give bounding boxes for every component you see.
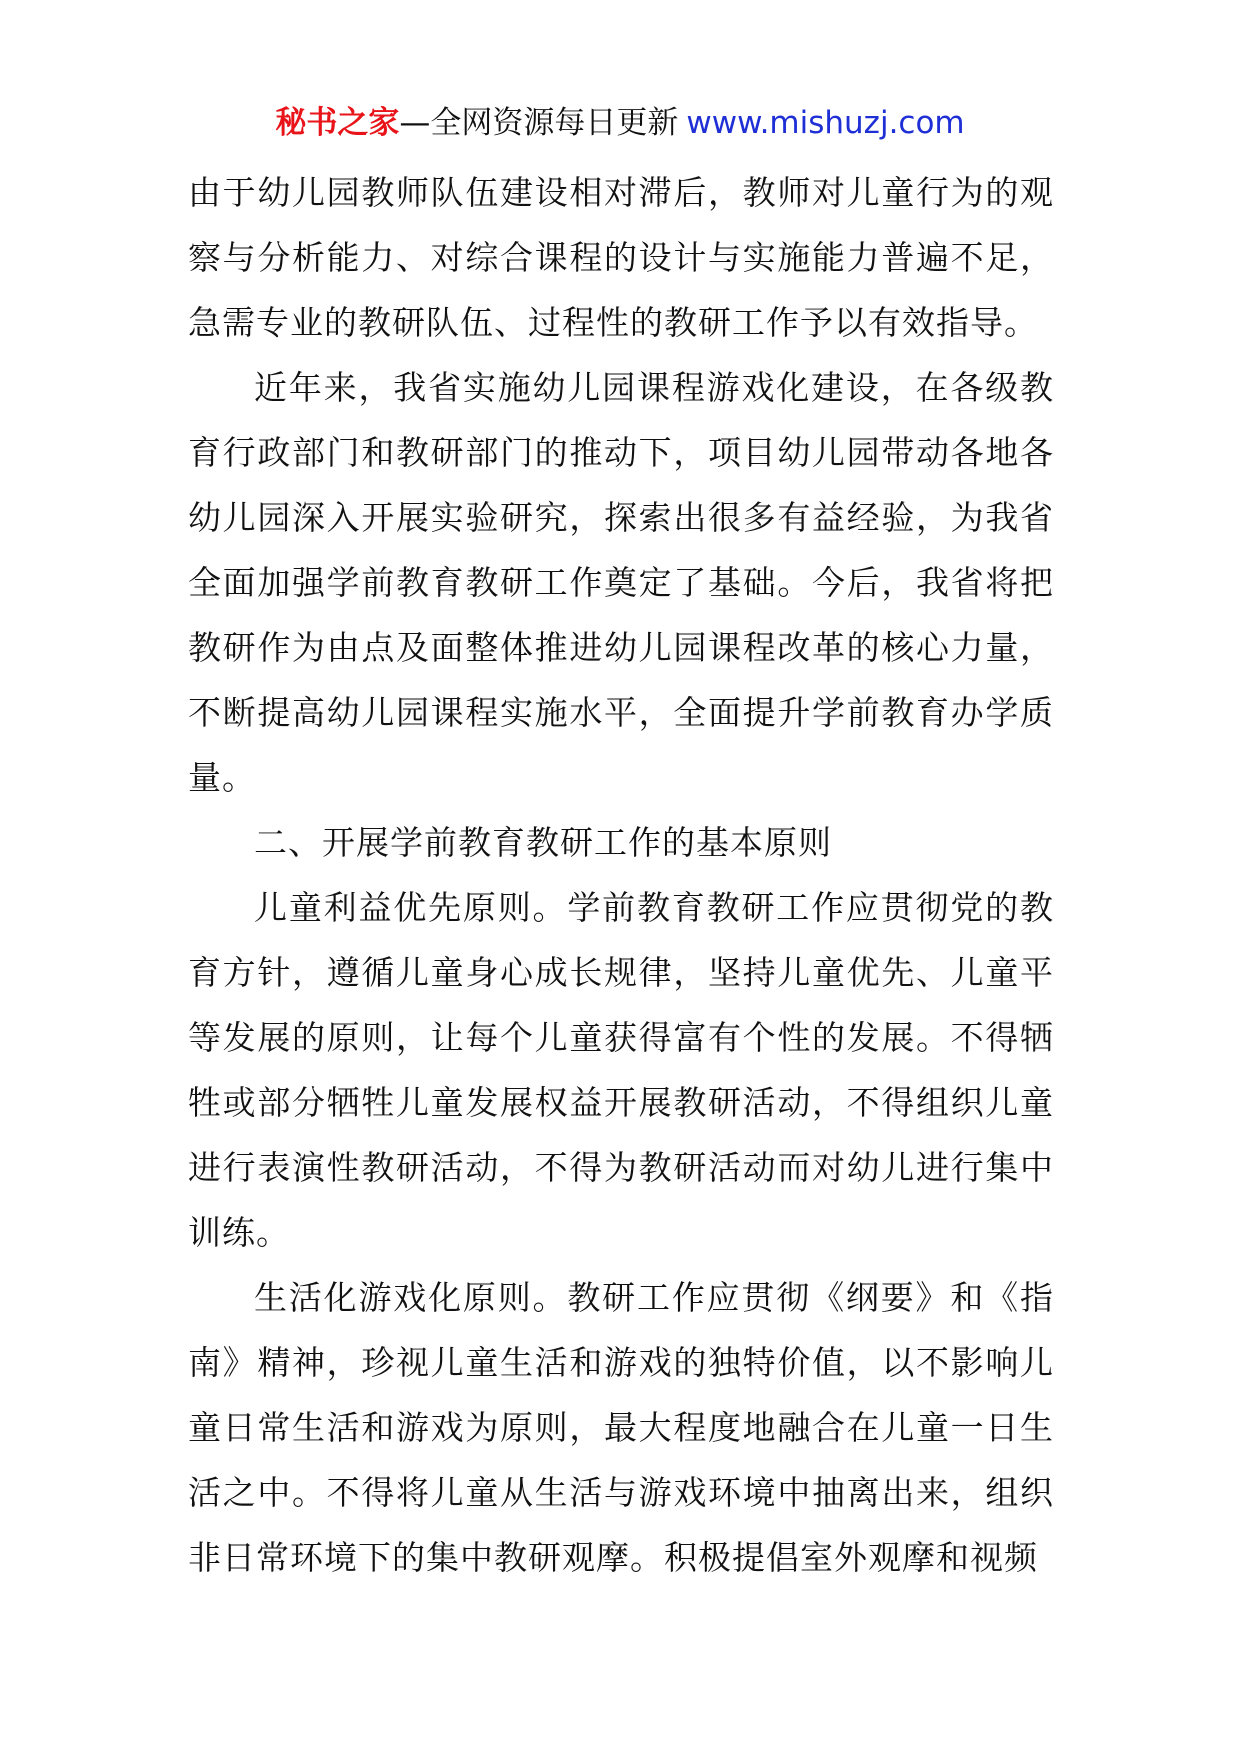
website-link[interactable]: www.mishuzj.com: [686, 105, 965, 141]
paragraph: 儿童利益优先原则。学前教育教研工作应贯彻党的教育方针，遵循儿童身心成长规律，坚持儿童优先、儿童平等发展的原则，让每个儿童获得富有个性的发展。不得牺牲或部分牺牲儿童发展权益开展教研活动，不得组织儿童进行表演性教研活动，不得为教研活动而对幼儿进行集中训练。: [188, 888, 1054, 1252]
section-heading: 二、开展学前教育教研工作的基本原则: [254, 823, 832, 862]
page-header: [0, 100, 1240, 146]
header-tagline: —全网资源每日更新: [399, 105, 679, 141]
paragraph-continued: 由于幼儿园教师队伍建设相对滞后，教师对儿童行为的观察与分析能力、对综合课程的设计与实施能力普遍不足，急需专业的教研队伍、过程性的教研工作予以有效指导。: [188, 173, 1054, 342]
document-body: [188, 160, 1054, 1590]
paragraph: 生活化游戏化原则。教研工作应贯彻《纲要》和《指南》精神，珍视儿童生活和游戏的独特价值，以不影响儿童日常生活和游戏为原则，最大程度地融合在儿童一日生活之中。不得将儿童从生活与游戏环境中抽离出来，组织非日常环境下的集中教研观摩。积极提倡室外观摩和视频: [188, 1278, 1054, 1577]
paragraph: 近年来，我省实施幼儿园课程游戏化建设，在各级教育行政部门和教研部门的推动下，项目幼儿园带动各地各幼儿园深入开展实验研究，探索出很多有益经验，为我省全面加强学前教育教研工作奠定了基础。今后，我省将把教研作为由点及面整体推进幼儿园课程改革的核心力量，不断提高幼儿园课程实施水平，全面提升学前教育办学质量。: [188, 368, 1054, 797]
brand-name: 秘书之家: [275, 105, 400, 141]
